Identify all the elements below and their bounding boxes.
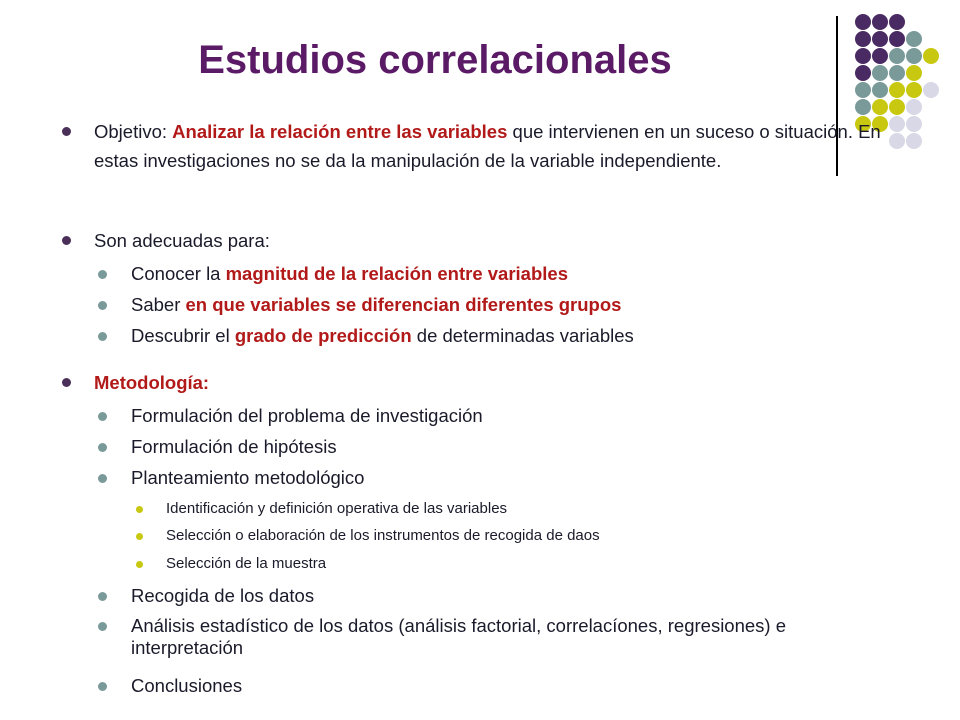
- sub-sub-bullet-text: Selección o elaboración de los instrumentos de recogida de daos: [166, 527, 600, 544]
- sub-bullet-text: [131, 294, 621, 316]
- bullet-marker: [136, 561, 143, 568]
- decorative-dot: [906, 65, 922, 81]
- text-segment: Saber: [131, 294, 186, 315]
- slide-title: Estudios correlacionales: [198, 38, 672, 82]
- sub-bullet-text: [131, 325, 634, 347]
- text-segment: Conocer la: [131, 263, 226, 284]
- decorative-dot: [889, 48, 905, 64]
- decorative-dot: [906, 82, 922, 98]
- text-segment: de determinadas variables: [411, 325, 634, 346]
- bullet-marker: [98, 412, 107, 421]
- decorative-dot: [906, 31, 922, 47]
- decorative-dot: [855, 99, 871, 115]
- sub-bullet: [0, 263, 568, 285]
- decorative-dot: [889, 31, 905, 47]
- sub-bullet-text: [131, 263, 568, 285]
- sub-sub-bullet-text: Selección de la muestra: [166, 555, 327, 572]
- objetivo-highlight: Analizar la relación entre las variables: [172, 121, 508, 142]
- text-segment: Descubrir el: [131, 325, 235, 346]
- sub-bullet-text: Planteamiento metodológico: [131, 467, 365, 488]
- bullet-marker: [98, 682, 107, 691]
- bullet-marker: [62, 378, 71, 387]
- decorative-dot: [872, 99, 888, 115]
- sub-sub-bullet-text: Identificación y definición operativa de las variables: [166, 500, 508, 517]
- sub-bullet: [0, 467, 364, 489]
- sub-bullet: [0, 615, 821, 659]
- sub-bullet: [0, 325, 634, 347]
- sub-bullet: [0, 436, 337, 458]
- highlight-segment: magnitud de la relación entre variables: [225, 263, 568, 284]
- sub-sub-bullet: [0, 500, 507, 518]
- decorative-dot: [855, 14, 871, 30]
- bullet-marker: [136, 506, 143, 513]
- decorative-dot: [889, 65, 905, 81]
- decorative-dot: [872, 48, 888, 64]
- sub-bullet: [0, 675, 242, 697]
- bullet-objetivo: [0, 117, 904, 175]
- highlight-segment: grado de predicción: [234, 325, 412, 346]
- decorative-dot: [889, 14, 905, 30]
- bullet-metodologia: [0, 368, 209, 397]
- metodologia-label: Metodología:: [94, 372, 210, 393]
- decorative-dot: [872, 31, 888, 47]
- bullet-marker: [136, 533, 143, 540]
- sub-sub-bullet: [0, 555, 326, 573]
- decorative-dot: [872, 65, 888, 81]
- bullet-marker: [98, 332, 107, 341]
- bullet-marker: [98, 474, 107, 483]
- bullet-marker: [98, 443, 107, 452]
- decorative-dot: [906, 99, 922, 115]
- decorative-dot: [872, 14, 888, 30]
- bullet-marker: [98, 270, 107, 279]
- decorative-dot: [889, 82, 905, 98]
- sub-bullet: [0, 294, 621, 316]
- objetivo-label: Objetivo:: [94, 121, 173, 142]
- decorative-dot: [923, 48, 939, 64]
- objetivo-text: [94, 117, 904, 175]
- decorative-dot: [906, 133, 922, 149]
- adecuadas-label: Son adecuadas para:: [94, 230, 270, 251]
- decorative-dot: [855, 82, 871, 98]
- highlight-segment: en que variables se diferencian diferentes grupos: [185, 294, 622, 315]
- bullet-marker: [62, 236, 71, 245]
- bullet-marker: [98, 622, 107, 631]
- sub-bullet-text: Formulación de hipótesis: [131, 436, 337, 457]
- decorative-dot: [923, 82, 939, 98]
- bullet-marker: [62, 127, 71, 136]
- decorative-dot: [889, 99, 905, 115]
- bullet-marker: [98, 592, 107, 601]
- sub-bullet-text: Recogida de los datos: [131, 585, 315, 606]
- decorative-dot: [872, 82, 888, 98]
- decorative-dot: [906, 116, 922, 132]
- bullet-marker: [98, 301, 107, 310]
- objetivo-rest: que intervienen en un suceso o situación. En estas investigaciones no se da la manipulación de la variable independiente.: [94, 121, 881, 171]
- sub-bullet-text: Análisis estadístico de los datos (análisis factorial, correlacíones, regresiones) e interpretación: [131, 615, 787, 658]
- sub-bullet: [0, 405, 483, 427]
- bullet-adecuadas: [0, 226, 270, 255]
- sub-sub-bullet: [0, 527, 600, 545]
- sub-bullet-text: Formulación del problema de investigación: [131, 405, 483, 426]
- decorative-dot: [906, 48, 922, 64]
- sub-bullet: [0, 585, 314, 607]
- sub-bullet-text: Conclusiones: [131, 675, 243, 696]
